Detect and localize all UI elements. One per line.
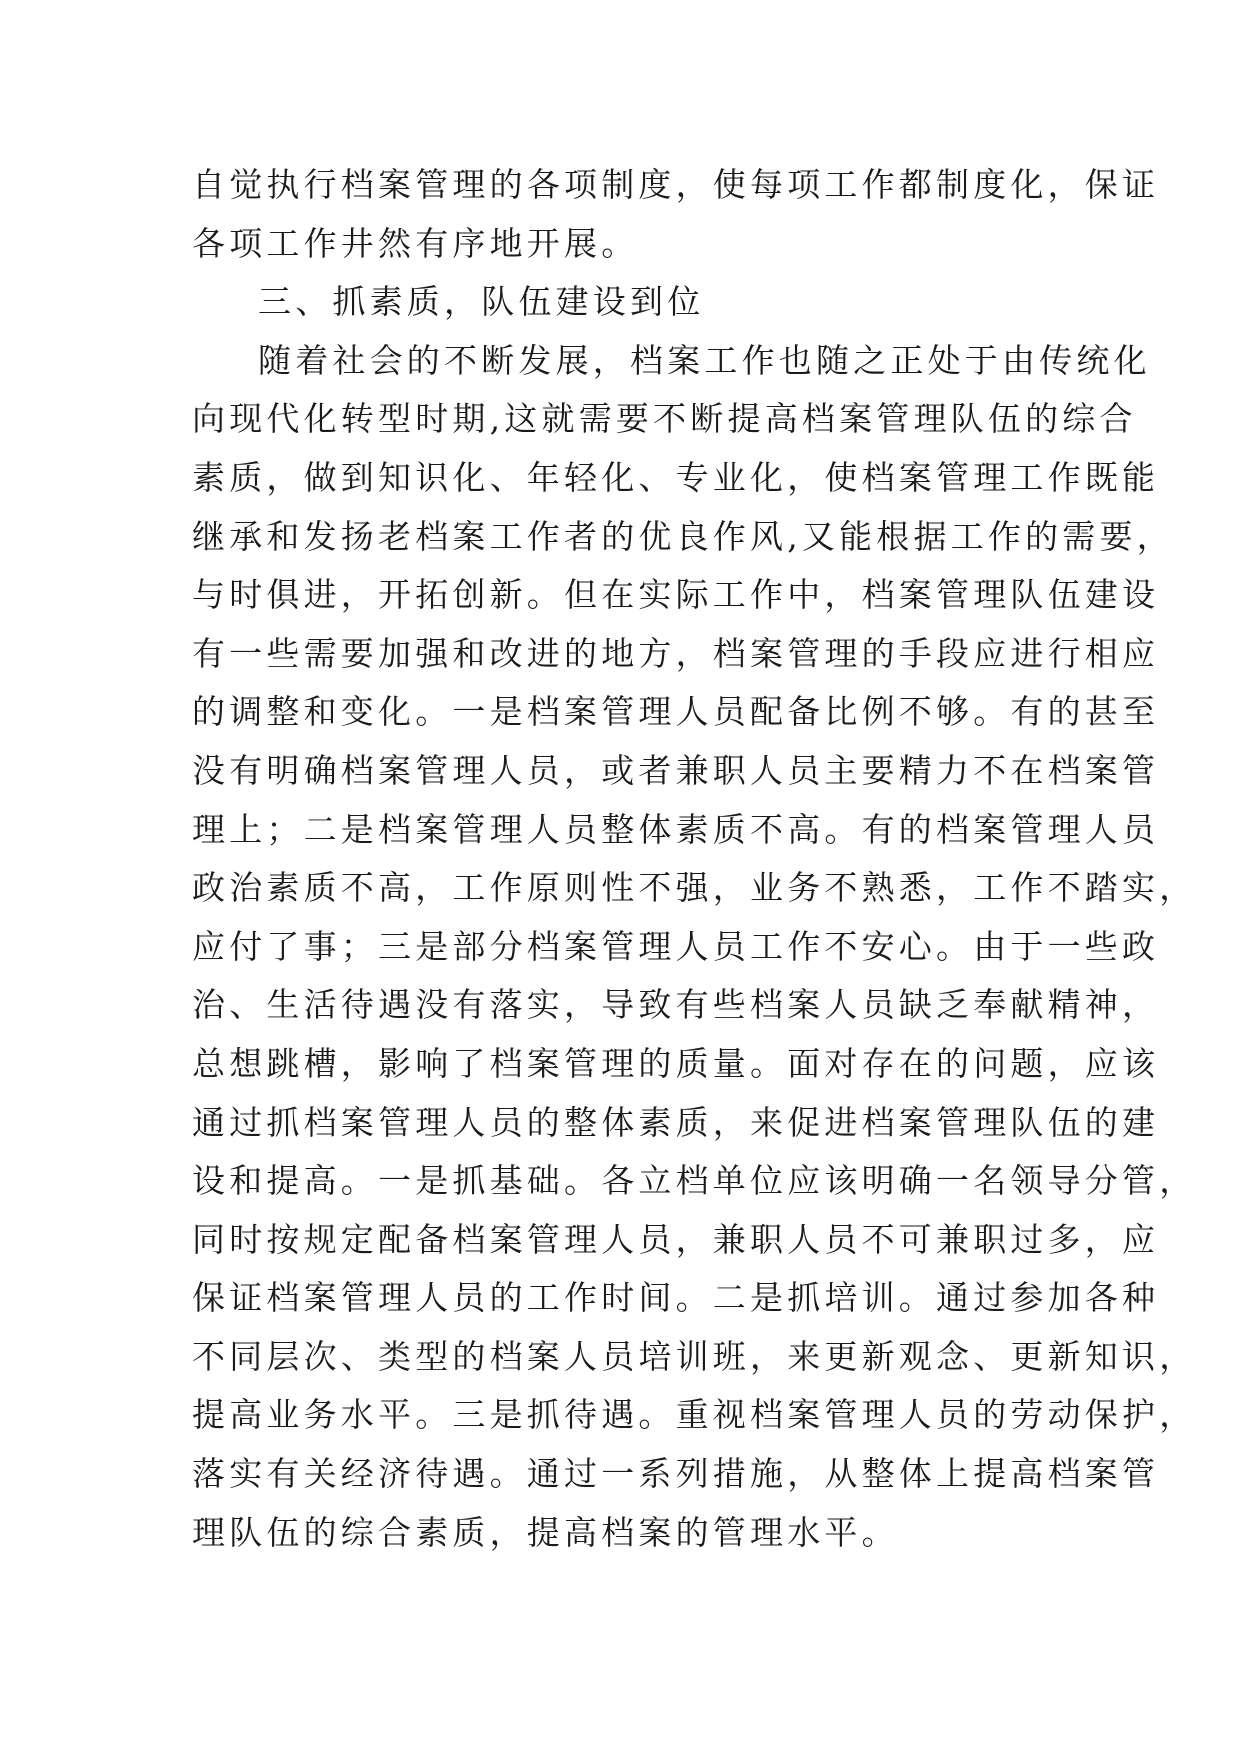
text-line: 向现代化转型时期,这就需要不断提高档案管理队伍的综合 (192, 399, 1137, 439)
text-line: 通过抓档案管理人员的整体素质，来促进档案管理队伍的建 (192, 1102, 1160, 1142)
section-heading: 三、抓素质，队伍建设到位 (258, 282, 705, 322)
text-line: 理上；二是档案管理人员整体素质不高。有的档案管理人员 (192, 809, 1160, 849)
text-line: 随着社会的不断发展，档案工作也随之正处于由传统化 (258, 340, 1151, 380)
text-line: 保证档案管理人员的工作时间。二是抓培训。通过参加各种 (192, 1278, 1160, 1318)
text-line: 继承和发扬老档案工作者的优良作风,又能根据工作的需要， (192, 516, 1174, 556)
text-line: 提高业务水平。三是抓待遇。重视档案管理人员的劳动保护， (192, 1395, 1197, 1435)
text-line: 理队伍的综合素质，提高档案的管理水平。 (192, 1512, 899, 1552)
text-line: 不同层次、类型的档案人员培训班，来更新观念、更新知识， (192, 1336, 1197, 1376)
text-line: 各项工作井然有序地开展。 (192, 223, 639, 263)
text-line: 总想跳槽，影响了档案管理的质量。面对存在的问题，应该 (192, 1043, 1160, 1083)
text-line: 应付了事；三是部分档案管理人员工作不安心。由于一些政 (192, 926, 1160, 966)
text-line: 素质，做到知识化、年轻化、专业化，使档案管理工作既能 (192, 457, 1160, 497)
text-line: 有一些需要加强和改进的地方，档案管理的手段应进行相应 (192, 633, 1160, 673)
text-line: 与时俱进，开拓创新。但在实际工作中，档案管理队伍建设 (192, 575, 1160, 615)
text-line: 落实有关经济待遇。通过一系列措施，从整体上提高档案管 (192, 1454, 1160, 1494)
text-line: 政治素质不高，工作原则性不强，业务不熟悉，工作不踏实， (192, 868, 1197, 908)
document-body (192, 156, 1197, 1562)
text-line: 治、生活待遇没有落实，导致有些档案人员缺乏奉献精神， (192, 985, 1160, 1025)
text-line: 同时按规定配备档案管理人员，兼职人员不可兼职过多，应 (192, 1219, 1160, 1259)
text-line: 设和提高。一是抓基础。各立档单位应该明确一名领导分管， (192, 1161, 1197, 1201)
text-line: 没有明确档案管理人员，或者兼职人员主要精力不在档案管 (192, 750, 1160, 790)
text-line: 自觉执行档案管理的各项制度，使每项工作都制度化，保证 (192, 165, 1160, 204)
text-line: 的调整和变化。一是档案管理人员配备比例不够。有的甚至 (192, 692, 1160, 732)
